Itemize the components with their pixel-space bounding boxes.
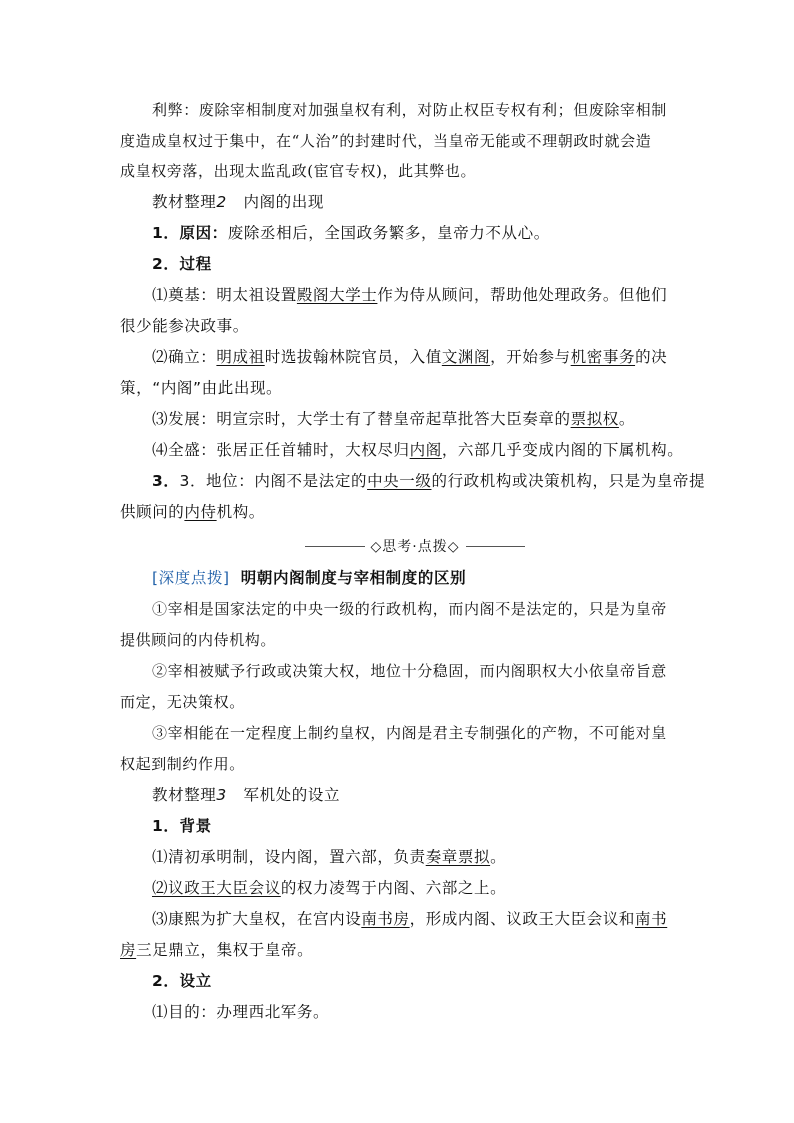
background-item-3: ⑶康熙为扩大皇权，在宫内设南书房，形成内阁、议政王大臣会议和南书 [152, 910, 668, 928]
deep-item-3: ③宰相能在一定程度上制约皇权，内阁是君主专制强化的产物，不可能对皇 [152, 724, 667, 742]
setup-heading: 2．设立 [152, 972, 212, 990]
process-item-1-cont: 很少能参决政事。 [120, 317, 249, 335]
process-item-4: ⑷全盛：张居正任首辅时，大权尽归内阁，六部几乎变成内阁的下属机构。 [152, 441, 684, 459]
pros-cons-line-1: 利弊：废除宰相制度对加强皇权有利，对防止权臣专权有利；但废除宰相制 [152, 101, 667, 119]
setup-item-1: ⑴目的：办理西北军务。 [152, 1003, 330, 1021]
pros-cons-line-3: 成皇权旁落，出现太监乱政(宦官专权)，此其弊也。 [120, 162, 477, 180]
deep-heading: [深度点拨] 明朝内阁制度与宰相制度的区别 [152, 569, 467, 587]
deep-item-2-cont: 而定，无决策权。 [120, 693, 245, 711]
process-item-1: ⑴奠基：明太祖设置殿阁大学士作为侍从顾问，帮助他处理政务。但他们 [152, 286, 668, 304]
process-heading: 2．过程 [152, 255, 212, 273]
section-3-heading: 教材整理3 军机处的设立 [152, 786, 341, 804]
background-item-1: ⑴清初承明制，设内阁，置六部，负责奏章票拟。 [152, 848, 507, 866]
process-item-3: ⑶发展：明宣宗时，大学士有了替皇帝起草批答大臣奏章的票拟权。 [152, 410, 636, 428]
deep-item-2: ②宰相被赋予行政或决策大权，地位十分稳固，而内阁职权大小依皇帝旨意 [152, 662, 667, 680]
divider-rule-left [305, 546, 365, 547]
status-line-cont: 供顾问的内侍机构。 [120, 503, 265, 521]
deep-item-3-cont: 权起到制约作用。 [120, 755, 245, 773]
background-item-2: ⑵议政王大臣会议的权力凌驾于内阁、六部之上。 [152, 879, 507, 897]
background-heading: 1．背景 [152, 817, 212, 835]
reason-line: 1．原因：废除丞相后，全国政务繁多，皇帝力不从心。 [152, 224, 550, 242]
deep-tag: [深度点拨] [152, 569, 230, 587]
think-divider [305, 536, 525, 556]
deep-item-1-cont: 提供顾问的内侍机构。 [120, 631, 277, 649]
divider-rule-right [466, 546, 526, 547]
background-item-3-cont: 房三足鼎立，集权于皇帝。 [120, 941, 314, 959]
divider-title: ◇思考·点拨◇ [370, 539, 460, 555]
section-2-heading: 教材整理2 内阁的出现 [152, 193, 324, 211]
deep-item-1: ①宰相是国家法定的中央一级的行政机构，而内阁不是法定的，只是为皇帝 [152, 600, 667, 618]
process-item-2: ⑵确立：明成祖时选拔翰林院官员，入值文渊阁，开始参与机密事务的决 [152, 348, 668, 366]
status-line: 3．3．地位：内阁不是法定的中央一级的行政机构或决策机构，只是为皇帝提 [152, 472, 706, 490]
pros-cons-line-2: 度造成皇权过于集中，在“人治”的封建时代，当皇帝无能或不理朝政时就会造 [120, 132, 652, 150]
process-item-2-cont: 策，“内阁”由此出现。 [120, 379, 283, 397]
